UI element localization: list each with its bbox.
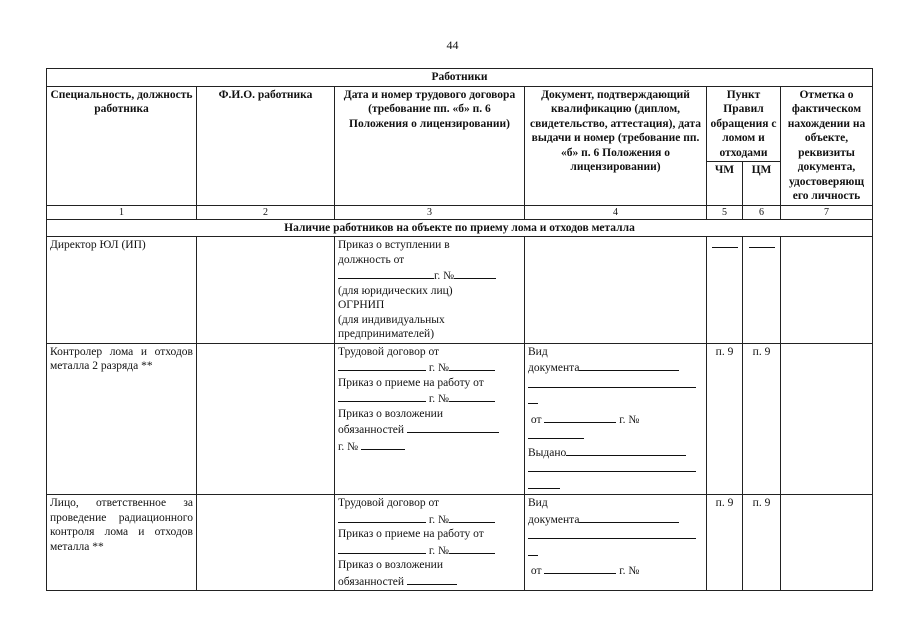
row-fio: [197, 495, 335, 591]
column-number: 4: [525, 205, 707, 219]
blank-field: [338, 359, 426, 371]
blank-field: [528, 544, 538, 556]
header-position: Специальность, должность работника: [47, 86, 197, 205]
header-contract: Дата и номер трудового договора (требование пп. «б» п. 6 Положения о лицензировании): [335, 86, 525, 205]
blank-field: [449, 359, 495, 371]
row-contract: Трудовой договор от г. № Приказ о приеме на работу от г. № Приказ о возложении обязанностей г. №: [335, 343, 525, 495]
column-number: 7: [781, 205, 873, 219]
header-rules-point: Пункт Правил обращения с ломом и отходами: [707, 86, 781, 162]
column-number: 2: [197, 205, 335, 219]
row-fio: [197, 343, 335, 495]
blank-field: [528, 460, 696, 472]
blank-field: [338, 542, 426, 554]
row-cm: п. 9: [743, 495, 781, 591]
row-chm: п. 9: [707, 343, 743, 495]
blank-field: [528, 477, 560, 489]
blank-field: [579, 511, 679, 523]
blank-field: [338, 511, 426, 523]
section-row: [47, 219, 873, 237]
blank-field: [528, 527, 696, 539]
column-numbers-row: [47, 205, 873, 219]
table-row: [47, 343, 873, 495]
row-contract: Приказ о вступлении в должность от г. № (для юридических лиц) ОГРНИП (для индивидуальных предпринимателей): [335, 237, 525, 344]
row-contract: Трудовой договор от г. № Приказ о приеме на работу от г. № Приказ о возложении обязанностей: [335, 495, 525, 591]
row-qualification: Вид документа от г. №: [525, 495, 707, 591]
blank-field: [528, 376, 696, 388]
blank-field: [579, 359, 679, 371]
blank-field: [528, 427, 584, 439]
table-title-row: [47, 69, 873, 87]
row-presence: [781, 495, 873, 591]
blank-field: [449, 390, 495, 402]
section-title: Наличие работников на объекте по приему лома и отходов металла: [47, 219, 873, 237]
row-presence: [781, 237, 873, 344]
column-number: 1: [47, 205, 197, 219]
row-chm: п. 9: [707, 495, 743, 591]
row-chm: [707, 237, 743, 344]
header-row: [47, 86, 873, 162]
table-title: Работники: [47, 69, 873, 87]
workers-table: [46, 68, 873, 591]
header-presence-mark: Отметка о фактическом нахождении на объекте, реквизиты документа, удостоверяющ его личность: [781, 86, 873, 205]
row-position: Директор ЮЛ (ИП): [47, 237, 197, 344]
blank-field: [566, 444, 686, 456]
blank-field: [544, 562, 616, 574]
row-cm: [743, 237, 781, 344]
blank-field: [407, 421, 499, 433]
header-fio: Ф.И.О. работника: [197, 86, 335, 205]
dash-mark: [712, 247, 738, 248]
column-number: 5: [707, 205, 743, 219]
blank-field: [449, 511, 495, 523]
row-cm: п. 9: [743, 343, 781, 495]
blank-field: [544, 411, 616, 423]
blank-field: [528, 392, 538, 404]
row-presence: [781, 343, 873, 495]
header-chm: ЧМ: [707, 162, 743, 206]
header-cm: ЦМ: [743, 162, 781, 206]
column-number: 6: [743, 205, 781, 219]
row-fio: [197, 237, 335, 344]
row-qualification: Вид документа от г. № Выдано: [525, 343, 707, 495]
dash-mark: [749, 247, 775, 248]
page-number: 44: [446, 38, 459, 52]
row-position: Контролер лома и отходов металла 2 разряда **: [47, 343, 197, 495]
blank-field: [361, 438, 405, 450]
blank-field: [338, 390, 426, 402]
blank-field: [454, 267, 496, 279]
blank-field: [338, 267, 434, 279]
blank-field: [407, 573, 457, 585]
row-qualification: [525, 237, 707, 344]
table-row: [47, 237, 873, 344]
blank-field: [449, 542, 495, 554]
column-number: 3: [335, 205, 525, 219]
table-row: [47, 495, 873, 591]
header-qualification: Документ, подтверждающий квалификацию (диплом, свидетельство, аттестация), дата выдачи и номер (требование пп. «б» п. 6 Положения о лицензировании): [525, 86, 707, 205]
row-position: Лицо, ответственное за проведение радиационного контроля лома и отходов металла **: [47, 495, 197, 591]
